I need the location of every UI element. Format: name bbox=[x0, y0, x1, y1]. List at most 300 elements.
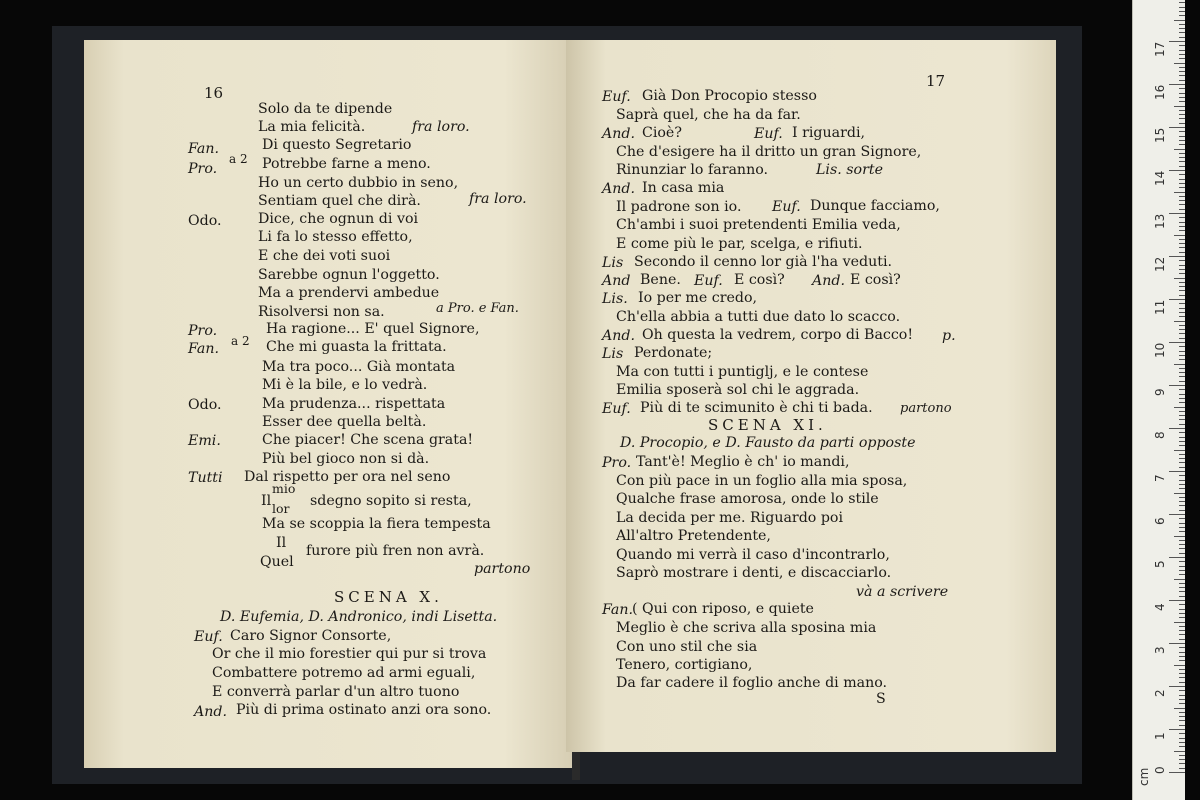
verse-line: Ho un certo dubbio in seno, bbox=[258, 175, 459, 191]
right-page bbox=[566, 40, 1056, 752]
ruler-tick bbox=[1179, 501, 1185, 502]
ruler-tick bbox=[1179, 518, 1185, 519]
ruler-tick bbox=[1179, 58, 1185, 59]
ruler-tick bbox=[1179, 497, 1185, 498]
verse-line: lor bbox=[272, 501, 290, 516]
verse-line: In casa mia bbox=[642, 180, 725, 196]
ruler-tick bbox=[1179, 368, 1185, 369]
ruler-tick bbox=[1174, 493, 1185, 494]
ruler-tick bbox=[1179, 338, 1185, 339]
ruler-tick bbox=[1179, 118, 1185, 119]
ruler-tick bbox=[1169, 41, 1185, 42]
verse-line: Qualche frase amorosa, onde lo stile bbox=[616, 491, 879, 507]
verse-line: Sarebbe ognun l'oggetto. bbox=[258, 267, 440, 283]
ruler-label: 2 bbox=[1153, 689, 1167, 697]
ruler-tick bbox=[1179, 647, 1185, 648]
character-list: D. Procopio, e D. Fausto da parti opposte bbox=[620, 435, 916, 451]
ruler-tick bbox=[1179, 570, 1185, 571]
ruler-tick bbox=[1179, 239, 1185, 240]
speaker: And. bbox=[602, 126, 635, 142]
ruler-tick bbox=[1179, 415, 1185, 416]
stage-direction: fra loro. bbox=[412, 119, 470, 135]
ruler-tick bbox=[1179, 346, 1185, 347]
ruler-tick bbox=[1174, 149, 1185, 150]
ruler-tick bbox=[1179, 432, 1185, 433]
ruler-tick bbox=[1179, 222, 1185, 223]
speaker: Pro. bbox=[188, 161, 218, 177]
verse-line: Tenero, cortigiano, bbox=[616, 657, 753, 673]
verse-line: E che dei voti suoi bbox=[258, 248, 391, 264]
verse-line: Ma se scoppia la fiera tempesta bbox=[262, 516, 491, 532]
ruler-tick bbox=[1179, 617, 1185, 618]
ruler-label: 8 bbox=[1153, 431, 1167, 439]
ruler-label: 5 bbox=[1153, 560, 1167, 568]
ruler-tick bbox=[1179, 351, 1185, 352]
ruler-label: 9 bbox=[1153, 388, 1167, 396]
speaker: Pro. bbox=[188, 323, 218, 339]
speaker: Lis. bbox=[602, 291, 628, 307]
ruler-tick bbox=[1179, 54, 1185, 55]
ruler-tick bbox=[1179, 695, 1185, 696]
ruler-tick bbox=[1179, 329, 1185, 330]
verse-line: Il padrone son io. bbox=[616, 199, 742, 215]
ruler-label: 4 bbox=[1153, 603, 1167, 611]
stage-direction: fra loro. bbox=[469, 191, 527, 207]
ruler-tick bbox=[1179, 656, 1185, 657]
ruler-tick bbox=[1179, 355, 1185, 356]
ruler-tick bbox=[1179, 88, 1185, 89]
ruler-tick bbox=[1179, 217, 1185, 218]
verse-line: La decida per me. Riguardo poi bbox=[616, 510, 844, 526]
verse-line: Bene. bbox=[640, 272, 681, 288]
verse-line: Da far cadere il foglio anche di mano. bbox=[616, 675, 888, 691]
ruler-tick bbox=[1179, 140, 1185, 141]
ruler-tick bbox=[1179, 531, 1185, 532]
verse-line: Che d'esigere ha il dritto un gran Signore, bbox=[616, 144, 922, 160]
ruler-tick bbox=[1179, 604, 1185, 605]
ruler-tick bbox=[1179, 97, 1185, 98]
verse-line: ( Qui con riposo, e quiete bbox=[632, 601, 814, 617]
ruler-tick bbox=[1169, 213, 1185, 214]
speaker: Fan. bbox=[188, 341, 219, 357]
speaker: Odo. bbox=[188, 397, 222, 413]
ruler-tick bbox=[1179, 247, 1185, 248]
speaker: Euf. bbox=[694, 273, 723, 289]
page-number: 17 bbox=[926, 72, 946, 90]
speaker: Pro. bbox=[602, 455, 632, 471]
duet-marker: a 2 bbox=[231, 334, 250, 348]
ruler-tick bbox=[1179, 441, 1185, 442]
ruler-label: 3 bbox=[1153, 646, 1167, 654]
ruler-tick bbox=[1169, 557, 1185, 558]
ruler-tick bbox=[1179, 389, 1185, 390]
ruler-tick bbox=[1179, 690, 1185, 691]
ruler-label: 11 bbox=[1153, 299, 1167, 315]
ruler-tick bbox=[1179, 376, 1185, 377]
ruler-tick bbox=[1179, 7, 1185, 8]
verse-line: Esser dee quella beltà. bbox=[262, 414, 427, 430]
ruler-tick bbox=[1179, 131, 1185, 132]
ruler-tick bbox=[1179, 204, 1185, 205]
verse-line: I riguardi, bbox=[792, 125, 866, 141]
speaker: And bbox=[602, 273, 631, 289]
ruler-tick bbox=[1179, 505, 1185, 506]
ruler-tick bbox=[1179, 639, 1185, 640]
ruler-label: 17 bbox=[1153, 41, 1167, 57]
verse-line: Saprà quel, che ha da far. bbox=[616, 107, 801, 123]
ruler-tick bbox=[1179, 325, 1185, 326]
ruler-tick bbox=[1179, 660, 1185, 661]
verse-line: Più di te scimunito è chi ti bada. bbox=[640, 400, 873, 416]
speaker: And. bbox=[812, 273, 845, 289]
ruler-tick bbox=[1179, 437, 1185, 438]
ruler-tick bbox=[1179, 475, 1185, 476]
speaker: Tutti bbox=[188, 470, 223, 486]
speaker: Odo. bbox=[188, 213, 222, 229]
verse-line: E così? bbox=[850, 272, 901, 288]
verse-line: All'altro Pretendente, bbox=[616, 528, 771, 544]
ruler-tick bbox=[1179, 669, 1185, 670]
ruler-tick bbox=[1174, 665, 1185, 666]
ruler-tick bbox=[1179, 609, 1185, 610]
stage-direction: và a scrivere bbox=[856, 584, 949, 600]
verse-line: sdegno sopito si resta, bbox=[310, 493, 472, 509]
ruler-tick bbox=[1179, 763, 1185, 764]
verse-line: Emilia sposerà sol chi le aggrada. bbox=[616, 382, 860, 398]
ruler-tick bbox=[1179, 523, 1185, 524]
ruler-tick bbox=[1179, 445, 1185, 446]
ruler-tick bbox=[1179, 372, 1185, 373]
ruler-tick bbox=[1179, 114, 1185, 115]
ruler-tick bbox=[1179, 187, 1185, 188]
verse-line: Con uno stil che sia bbox=[616, 639, 758, 655]
measurement-ruler bbox=[1132, 0, 1185, 800]
page-number: 16 bbox=[204, 84, 224, 102]
ruler-tick bbox=[1179, 295, 1185, 296]
ruler-tick bbox=[1179, 50, 1185, 51]
ruler-tick bbox=[1169, 256, 1185, 257]
verse-line: Dal rispetto per ora nel seno bbox=[244, 469, 451, 485]
ruler-tick bbox=[1169, 299, 1185, 300]
ruler-tick bbox=[1179, 308, 1185, 309]
verse-line: Li fa lo stesso effetto, bbox=[258, 229, 413, 245]
ruler-tick bbox=[1179, 566, 1185, 567]
verse-line: Ch'ambi i suoi pretendenti Emilia veda, bbox=[616, 217, 901, 233]
ruler-tick bbox=[1179, 316, 1185, 317]
ruler-tick bbox=[1169, 643, 1185, 644]
ruler-tick bbox=[1179, 682, 1185, 683]
ruler-tick bbox=[1179, 484, 1185, 485]
ruler-tick bbox=[1179, 230, 1185, 231]
ruler-tick bbox=[1174, 407, 1185, 408]
ruler-tick bbox=[1179, 209, 1185, 210]
verse-line: mio bbox=[272, 481, 296, 496]
verse-line: E come più le par, scelga, e rifiuti. bbox=[616, 236, 863, 252]
ruler-tick bbox=[1179, 179, 1185, 180]
stage-direction: partono bbox=[900, 401, 952, 416]
ruler-tick bbox=[1179, 153, 1185, 154]
stage-direction: partono bbox=[474, 561, 531, 577]
ruler-tick bbox=[1179, 742, 1185, 743]
ruler-tick bbox=[1169, 170, 1185, 171]
ruler-tick bbox=[1179, 37, 1185, 38]
verse-line: Mi è la bile, e lo vedrà. bbox=[262, 377, 428, 393]
speaker: Euf. bbox=[772, 199, 801, 215]
ruler-tick bbox=[1179, 196, 1185, 197]
ruler-tick bbox=[1179, 699, 1185, 700]
ruler-tick bbox=[1179, 200, 1185, 201]
ruler-tick bbox=[1179, 652, 1185, 653]
verse-line: Ch'ella abbia a tutti due dato lo scacco. bbox=[616, 309, 901, 325]
verse-line: Ma con tutti i puntiglj, e le contese bbox=[616, 364, 869, 380]
ruler-tick bbox=[1179, 136, 1185, 137]
speaker: Euf. bbox=[602, 89, 631, 105]
ruler-tick bbox=[1174, 364, 1185, 365]
ruler-tick bbox=[1179, 673, 1185, 674]
ruler-tick bbox=[1169, 686, 1185, 687]
ruler-tick bbox=[1179, 402, 1185, 403]
verse-line: Già Don Procopio stesso bbox=[642, 88, 817, 104]
ruler-tick bbox=[1179, 381, 1185, 382]
ruler-tick bbox=[1179, 458, 1185, 459]
verse-line: Ha ragione... E' quel Signore, bbox=[266, 321, 480, 337]
ruler-tick bbox=[1169, 514, 1185, 515]
ruler-tick bbox=[1179, 394, 1185, 395]
verse-line: Sentiam quel che dirà. bbox=[258, 193, 421, 209]
verse-line: Rinunziar lo faranno. bbox=[616, 162, 769, 178]
verse-line: Oh questa la vedrem, corpo di Bacco! bbox=[642, 327, 914, 343]
ruler-tick bbox=[1179, 488, 1185, 489]
ruler-tick bbox=[1169, 84, 1185, 85]
ruler-tick bbox=[1169, 729, 1185, 730]
ruler-label: 1 bbox=[1153, 732, 1167, 740]
ruler-tick bbox=[1179, 634, 1185, 635]
verse-line: Quando mi verrà il caso d'incontrarlo, bbox=[616, 547, 890, 563]
ruler-tick bbox=[1179, 183, 1185, 184]
ruler-tick bbox=[1169, 428, 1185, 429]
speaker: Fan. bbox=[602, 602, 633, 618]
ruler-tick bbox=[1174, 536, 1185, 537]
ruler-tick bbox=[1179, 454, 1185, 455]
verse-line: Meglio è che scriva alla sposina mia bbox=[616, 620, 877, 636]
signature-mark: S bbox=[876, 691, 886, 707]
ruler-tick bbox=[1174, 622, 1185, 623]
verse-line: E così? bbox=[734, 272, 785, 288]
ruler-tick bbox=[1179, 93, 1185, 94]
ruler-tick bbox=[1174, 106, 1185, 107]
stage-direction: Lis. sorte bbox=[816, 162, 883, 178]
ruler-tick bbox=[1179, 75, 1185, 76]
ruler-tick bbox=[1179, 596, 1185, 597]
ruler-tick bbox=[1179, 553, 1185, 554]
character-list: D. Eufemia, D. Andronico, indi Lisetta. bbox=[220, 609, 498, 625]
verse-line: Or che il mio forestier qui pur si trova bbox=[212, 646, 487, 662]
ruler-tick bbox=[1169, 772, 1185, 773]
speaker: And. bbox=[602, 181, 635, 197]
ruler-tick bbox=[1179, 101, 1185, 102]
ruler-tick bbox=[1179, 746, 1185, 747]
ruler-tick bbox=[1179, 419, 1185, 420]
ruler-tick bbox=[1174, 708, 1185, 709]
ruler-tick bbox=[1179, 424, 1185, 425]
ruler-tick bbox=[1179, 768, 1185, 769]
ruler-tick bbox=[1179, 269, 1185, 270]
verse-line: Cioè? bbox=[642, 125, 682, 141]
ruler-tick bbox=[1179, 243, 1185, 244]
ruler-tick bbox=[1179, 303, 1185, 304]
speaker: Lis bbox=[602, 346, 624, 362]
ruler-tick bbox=[1179, 583, 1185, 584]
ruler-tick bbox=[1179, 45, 1185, 46]
ruler-tick bbox=[1179, 548, 1185, 549]
ruler-tick bbox=[1179, 157, 1185, 158]
ruler-tick bbox=[1174, 579, 1185, 580]
ruler-tick bbox=[1179, 286, 1185, 287]
ruler-tick bbox=[1179, 561, 1185, 562]
ruler-tick bbox=[1179, 161, 1185, 162]
ruler-tick bbox=[1179, 260, 1185, 261]
ruler-label: 16 bbox=[1153, 84, 1167, 100]
ruler-tick bbox=[1179, 462, 1185, 463]
ruler-label: 15 bbox=[1153, 127, 1167, 143]
speaker: And. bbox=[194, 704, 227, 720]
verse-line: Più di prima ostinato anzi ora sono. bbox=[236, 702, 492, 718]
verse-line: La mia felicità. bbox=[258, 119, 366, 135]
ruler-tick bbox=[1179, 2, 1185, 3]
ruler-tick bbox=[1179, 591, 1185, 592]
ruler-tick bbox=[1169, 342, 1185, 343]
ruler-tick bbox=[1174, 63, 1185, 64]
speaker: Emi. bbox=[188, 433, 221, 449]
ruler-label: 14 bbox=[1153, 170, 1167, 186]
speaker: Euf. bbox=[602, 401, 631, 417]
ruler-tick bbox=[1179, 544, 1185, 545]
ruler-tick bbox=[1179, 540, 1185, 541]
ruler-label: 12 bbox=[1153, 256, 1167, 272]
verse-line: Combattere potremo ad armi eguali, bbox=[212, 665, 476, 681]
ruler-tick bbox=[1179, 527, 1185, 528]
verse-line: Saprò mostrare i denti, e discacciarlo. bbox=[616, 565, 892, 581]
scene-heading: SCENA XI. bbox=[708, 416, 827, 434]
ruler-tick bbox=[1179, 265, 1185, 266]
verse-line: Potrebbe farne a meno. bbox=[262, 156, 431, 172]
ruler-tick bbox=[1179, 480, 1185, 481]
ruler-tick bbox=[1179, 733, 1185, 734]
ruler-label: 0 bbox=[1153, 766, 1167, 774]
verse-line: Che piacer! Che scena grata! bbox=[262, 432, 474, 448]
ruler-tick bbox=[1169, 385, 1185, 386]
ruler-tick bbox=[1179, 67, 1185, 68]
ruler-tick bbox=[1169, 127, 1185, 128]
ruler-tick bbox=[1179, 252, 1185, 253]
scene-heading: SCENA X. bbox=[334, 588, 443, 606]
verse-line: Secondo il cenno lor già l'ha veduti. bbox=[634, 254, 893, 270]
ruler-tick bbox=[1169, 471, 1185, 472]
ruler-tick bbox=[1179, 630, 1185, 631]
speaker: Euf. bbox=[194, 629, 223, 645]
verse-line: Che mi guasta la frittata. bbox=[266, 339, 447, 355]
ruler-tick bbox=[1179, 755, 1185, 756]
ruler-label: 13 bbox=[1153, 213, 1167, 229]
ruler-tick bbox=[1179, 720, 1185, 721]
ruler-tick bbox=[1174, 192, 1185, 193]
verse-line: Ma a prendervi ambedue bbox=[258, 285, 440, 301]
verse-line: Quel bbox=[260, 554, 294, 570]
ruler-tick bbox=[1179, 282, 1185, 283]
ruler-label: 6 bbox=[1153, 517, 1167, 525]
ruler-tick bbox=[1179, 123, 1185, 124]
ruler-tick bbox=[1179, 359, 1185, 360]
verse-line: Io per me credo, bbox=[638, 290, 758, 306]
ruler-tick bbox=[1179, 712, 1185, 713]
verse-line: Caro Signor Consorte, bbox=[230, 628, 392, 644]
verse-line: Con più pace in un foglio alla mia sposa, bbox=[616, 473, 908, 489]
ruler-tick bbox=[1179, 290, 1185, 291]
ruler-tick bbox=[1179, 80, 1185, 81]
ruler-tick bbox=[1179, 226, 1185, 227]
verse-line: Ma prudenza... rispettata bbox=[262, 396, 446, 412]
ruler-tick bbox=[1179, 15, 1185, 16]
verse-line: Il bbox=[261, 493, 272, 509]
ruler-tick bbox=[1174, 450, 1185, 451]
verse-line: Ma tra poco... Già montata bbox=[262, 359, 456, 375]
ruler-tick bbox=[1179, 411, 1185, 412]
ruler-tick bbox=[1179, 626, 1185, 627]
ruler-tick bbox=[1179, 24, 1185, 25]
ruler-tick bbox=[1179, 166, 1185, 167]
ruler-tick bbox=[1179, 32, 1185, 33]
ruler-tick bbox=[1179, 677, 1185, 678]
ruler-tick bbox=[1179, 759, 1185, 760]
ruler-tick bbox=[1179, 144, 1185, 145]
verse-line: Dunque facciamo, bbox=[810, 198, 940, 214]
ruler-tick bbox=[1174, 278, 1185, 279]
ruler-tick bbox=[1179, 71, 1185, 72]
verse-line: E converrà parlar d'un altro tuono bbox=[212, 684, 460, 700]
ruler-tick bbox=[1179, 725, 1185, 726]
ruler-tick bbox=[1179, 28, 1185, 29]
verse-line: Il bbox=[276, 535, 287, 551]
ruler-tick bbox=[1169, 600, 1185, 601]
verse-line: Di questo Segretario bbox=[262, 137, 412, 153]
ruler-tick bbox=[1179, 716, 1185, 717]
verse-line: Risolversi non sa. bbox=[258, 304, 385, 320]
ruler-tick bbox=[1179, 11, 1185, 12]
stage-direction: p. bbox=[942, 328, 956, 344]
ruler-tick bbox=[1179, 510, 1185, 511]
verse-line: Perdonate; bbox=[634, 345, 713, 361]
verse-line: Dice, che ognun di voi bbox=[258, 211, 419, 227]
left-page bbox=[84, 40, 580, 768]
ruler-tick bbox=[1179, 613, 1185, 614]
ruler-tick bbox=[1174, 235, 1185, 236]
speaker: Euf. bbox=[754, 126, 783, 142]
ruler-tick bbox=[1179, 587, 1185, 588]
speaker: Fan. bbox=[188, 141, 219, 157]
ruler-tick bbox=[1179, 174, 1185, 175]
verse-line: Più bel gioco non si dà. bbox=[262, 451, 430, 467]
ruler-tick bbox=[1174, 751, 1185, 752]
ruler-tick bbox=[1174, 321, 1185, 322]
verse-line: furore più fren non avrà. bbox=[306, 543, 485, 559]
verse-line: Solo da te dipende bbox=[258, 101, 393, 117]
ruler-label: 10 bbox=[1153, 342, 1167, 358]
ruler-tick bbox=[1179, 467, 1185, 468]
ruler-tick bbox=[1179, 333, 1185, 334]
stage-direction: a Pro. e Fan. bbox=[436, 301, 519, 316]
ruler-tick bbox=[1179, 312, 1185, 313]
ruler-label: 7 bbox=[1153, 474, 1167, 482]
